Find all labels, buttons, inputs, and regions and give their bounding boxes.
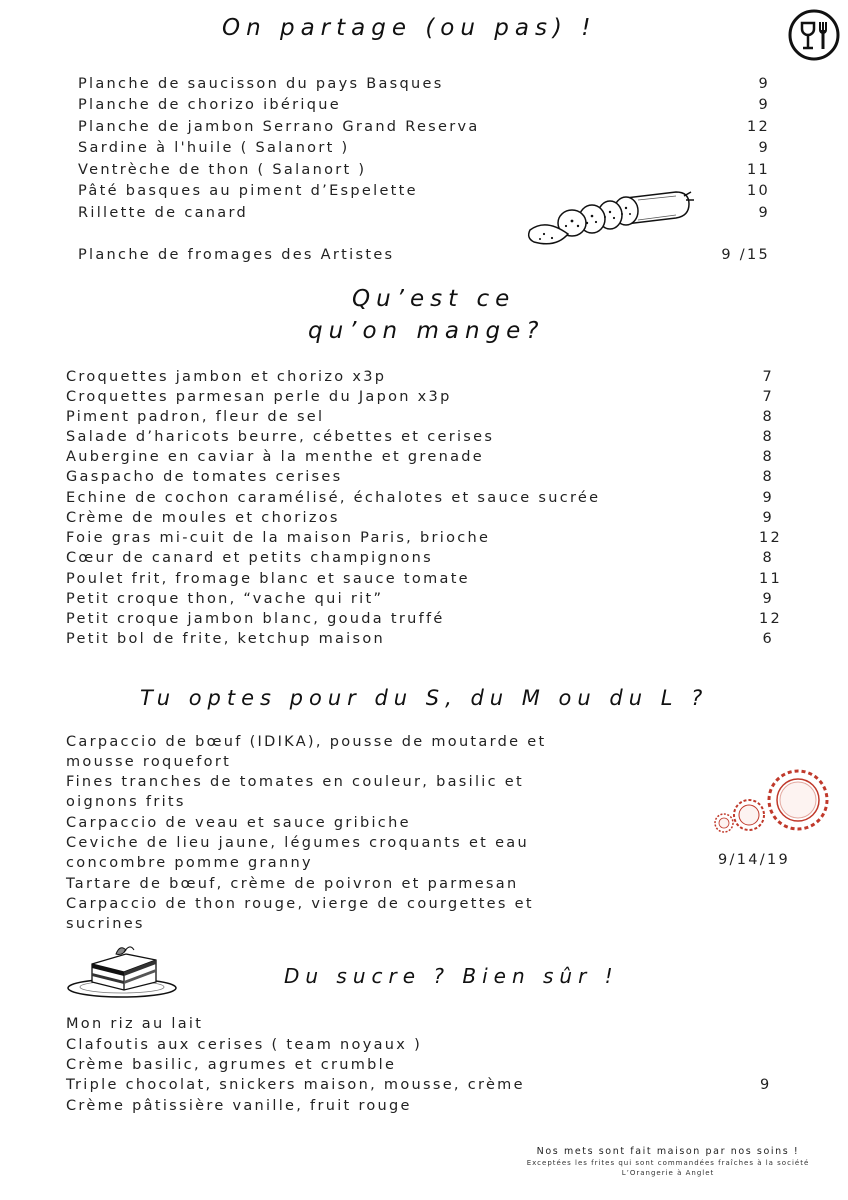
item-price: 8 <box>762 429 774 445</box>
sml-line: oignons frits <box>66 794 186 810</box>
item-name: Piment padron, fleur de sel <box>66 409 325 425</box>
item-name: Rillette de canard <box>78 205 248 221</box>
dessert-line: Triple chocolat, snickers maison, mousse, crème <box>66 1077 525 1093</box>
menu-item <box>66 550 774 570</box>
menu-item <box>66 530 782 550</box>
item-name: Pâté basques au piment d’Espelette <box>78 183 418 199</box>
item-name: Planche de saucisson du pays Basques <box>78 76 444 92</box>
menu-item <box>66 409 774 429</box>
menu-item <box>66 389 774 409</box>
item-name: Echine de cochon caramélisé, échalotes et sauce sucrée <box>66 490 601 506</box>
item-name: Cœur de canard et petits champignons <box>66 550 434 566</box>
item-name: Planche de fromages des Artistes <box>78 247 395 263</box>
menu-item <box>78 140 770 160</box>
menu-item <box>66 611 782 631</box>
item-name: Planche de jambon Serrano Grand Reserva <box>78 119 480 135</box>
item-name: Aubergine en caviar à la menthe et grenade <box>66 449 484 465</box>
item-price: 11 <box>746 162 770 178</box>
menu-item <box>66 369 774 389</box>
item-name: Poulet frit, fromage blanc et sauce tomate <box>66 571 470 587</box>
item-name: Petit croque thon, “vache qui rit” <box>66 591 384 607</box>
menu-item <box>66 490 774 510</box>
section-title-mange-1: Qu’est ce <box>352 286 516 312</box>
menu-item <box>78 119 770 139</box>
item-name: Crème de moules et chorizos <box>66 510 340 526</box>
sausage-illustration <box>526 186 696 252</box>
menu-item <box>66 631 774 651</box>
menu-item <box>66 571 782 591</box>
dessert-line: Crème pâtissière vanille, fruit rouge <box>66 1098 412 1114</box>
item-price: 12 <box>758 611 782 627</box>
dessert-line: Mon riz au lait <box>66 1016 204 1032</box>
sml-line: Fines tranches de tomates en couleur, basilic et <box>66 774 525 790</box>
item-price: 9 <box>758 205 770 221</box>
item-name: Planche de chorizo ibérique <box>78 97 341 113</box>
section-title-partage: On partage (ou pas) ! <box>222 15 597 41</box>
item-price: 9 <box>758 97 770 113</box>
item-name: Sardine à l'huile ( Salanort ) <box>78 140 350 156</box>
item-price: 6 <box>762 631 774 647</box>
item-name: Petit bol de frite, ketchup maison <box>66 631 386 647</box>
dessert-price: 9 <box>760 1077 772 1093</box>
footer-supplier: L’Orangerie à Anglet <box>621 1169 715 1177</box>
item-price: 9 /15 <box>721 247 770 263</box>
sml-line: mousse roquefort <box>66 754 232 770</box>
dessert-line: Crème basilic, agrumes et crumble <box>66 1057 397 1073</box>
item-name: Petit croque jambon blanc, gouda truffé <box>66 611 445 627</box>
menu-item <box>78 76 770 96</box>
item-name: Croquettes parmesan perle du Japon x3p <box>66 389 452 405</box>
menu-item <box>66 510 774 530</box>
item-price: 7 <box>762 389 774 405</box>
section-title-sml: Tu optes pour du S, du M ou du L ? <box>140 686 709 710</box>
cake-illustration <box>64 940 184 1000</box>
sml-line: Carpaccio de thon rouge, vierge de courgettes et <box>66 896 534 912</box>
sml-line: Tartare de bœuf, crème de poivron et parmesan <box>66 876 519 892</box>
sml-line: sucrines <box>66 916 145 932</box>
sml-line: Ceviche de lieu jaune, légumes croquants et eau <box>66 835 529 851</box>
item-price: 9 <box>758 76 770 92</box>
sml-line: Carpaccio de bœuf (IDIKA), pousse de moutarde et <box>66 734 547 750</box>
item-price: 8 <box>762 409 774 425</box>
menu-item <box>66 469 774 489</box>
item-price: 9 <box>758 140 770 156</box>
item-price: 8 <box>762 550 774 566</box>
menu-item <box>66 429 774 449</box>
item-name: Croquettes jambon et chorizo x3p <box>66 369 387 385</box>
item-price: 9 <box>762 490 774 506</box>
dessert-line: Clafoutis aux cerises ( team noyaux ) <box>66 1037 423 1053</box>
item-price: 11 <box>758 571 782 587</box>
glass-fork-icon <box>787 8 841 62</box>
item-name: Gaspacho de tomates cerises <box>66 469 343 485</box>
sml-line: concombre pomme granny <box>66 855 313 871</box>
menu-item <box>78 97 770 117</box>
menu-item <box>66 591 774 611</box>
item-price: 12 <box>758 530 782 546</box>
item-name: Foie gras mi-cuit de la maison Paris, brioche <box>66 530 491 546</box>
item-price: 9 <box>762 510 774 526</box>
item-name: Ventrèche de thon ( Salanort ) <box>78 162 367 178</box>
menu-item <box>78 162 770 182</box>
section-title-mange-2: qu’on mange? <box>308 318 545 344</box>
sml-price: 9/14/19 <box>718 852 790 868</box>
item-price: 9 <box>762 591 774 607</box>
menu-item <box>66 449 774 469</box>
item-price: 8 <box>762 469 774 485</box>
sml-line: Carpaccio de veau et sauce gribiche <box>66 815 411 831</box>
footer-note: Nos mets sont fait maison par nos soins ! <box>536 1146 800 1157</box>
plates-illustration <box>712 768 832 836</box>
item-price: 8 <box>762 449 774 465</box>
item-price: 7 <box>762 369 774 385</box>
footer-subnote: Exceptées les frites qui sont commandées fraîches à la société <box>526 1159 810 1167</box>
item-name: Salade d’haricots beurre, cébettes et cerises <box>66 429 495 445</box>
item-price: 10 <box>746 183 770 199</box>
section-title-sucre: Du sucre ? Bien sûr ! <box>284 964 619 988</box>
item-price: 12 <box>746 119 770 135</box>
